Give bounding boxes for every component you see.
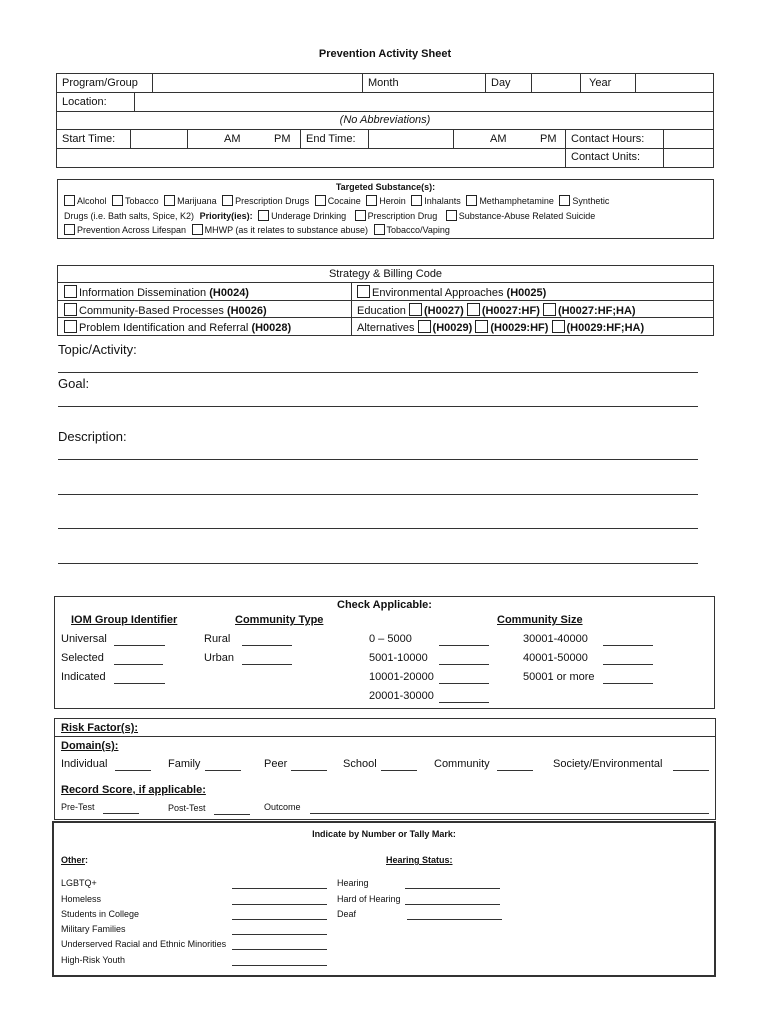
selected-blank[interactable] — [114, 664, 163, 665]
problem-id-checkbox[interactable] — [64, 320, 77, 333]
mhwp-label: MHWP (as it relates to substance abuse) — [204, 225, 368, 235]
cocaine-checkbox[interactable] — [315, 195, 326, 206]
vaping-label: Tobacco/Vaping — [386, 225, 450, 235]
size-20001-30000-blank[interactable] — [439, 702, 489, 703]
deaf-label: Deaf — [337, 909, 357, 919]
alternatives-h0029-hf-checkbox[interactable] — [475, 320, 488, 333]
outcome-label: Outcome — [264, 802, 301, 812]
environmental-checkbox[interactable] — [357, 285, 370, 298]
alternatives-h0029-hf-ha-checkbox[interactable] — [552, 320, 565, 333]
topic-line[interactable] — [58, 372, 698, 373]
deaf-blank[interactable] — [407, 919, 502, 920]
start-pm-label: PM — [274, 133, 291, 145]
size-30001-40000-label: 30001-40000 — [523, 633, 588, 645]
family-label: Family — [168, 758, 201, 770]
alternatives-h0029-hf-ha-code: (H0029:HF;HA) — [566, 322, 645, 334]
priorities-label: Priority(ies): — [199, 211, 253, 221]
school-label: School — [343, 758, 377, 770]
post-test-blank[interactable] — [214, 814, 250, 815]
individual-blank[interactable] — [115, 770, 151, 771]
problem-id-code: (H0028) — [251, 322, 292, 334]
end-pm-label: PM — [540, 133, 557, 145]
description-line-3[interactable] — [58, 528, 698, 529]
vaping-checkbox[interactable] — [374, 224, 385, 235]
education-h0027-checkbox[interactable] — [409, 303, 422, 316]
description-line-1[interactable] — [58, 459, 698, 460]
location-label: Location: — [62, 96, 107, 108]
society-blank[interactable] — [673, 770, 709, 771]
lifespan-checkbox[interactable] — [64, 224, 75, 235]
heroin-label: Heroin — [379, 196, 406, 206]
start-time-field[interactable] — [131, 130, 186, 147]
day-label: Day — [491, 77, 511, 89]
end-time-field[interactable] — [369, 130, 452, 147]
record-score-label: Record Score, if applicable: — [61, 784, 206, 796]
domains-label: Domain(s): — [61, 740, 119, 752]
marijuana-checkbox[interactable] — [164, 195, 175, 206]
no-abbreviations-note: (No Abbreviations) — [339, 114, 431, 126]
suicide-label: Substance-Abuse Related Suicide — [458, 211, 596, 221]
year-field[interactable] — [636, 74, 713, 91]
military-label: Military Families — [61, 924, 126, 934]
size-50001-more-blank[interactable] — [603, 683, 653, 684]
alternatives-h0029-code: (H0029) — [432, 322, 473, 334]
inhalants-checkbox[interactable] — [411, 195, 422, 206]
alcohol-checkbox[interactable] — [64, 195, 75, 206]
universal-label: Universal — [61, 633, 107, 645]
tobacco-checkbox[interactable] — [112, 195, 123, 206]
education-h0027-code: (H0027) — [424, 305, 464, 317]
education-h0027-hf-checkbox[interactable] — [467, 303, 480, 316]
indicated-blank[interactable] — [114, 683, 165, 684]
lgbtq-blank[interactable] — [232, 888, 327, 889]
prescription-drug-label: Prescription Drug — [367, 211, 438, 221]
size-10001-20000-blank[interactable] — [439, 683, 489, 684]
underage-drinking-label: Underage Drinking — [271, 211, 347, 221]
post-test-label: Post-Test — [168, 803, 206, 813]
lgbtq-label: LGBTQ+ — [61, 878, 97, 888]
program-group-field[interactable] — [153, 74, 361, 91]
community-based-checkbox[interactable] — [64, 303, 77, 316]
urban-label: Urban — [204, 652, 234, 664]
tobacco-label: Tobacco — [125, 196, 159, 206]
lifespan-label: Prevention Across Lifespan — [77, 225, 187, 235]
prescription-drugs-label: Prescription Drugs — [235, 196, 310, 206]
hearing-label: Hearing — [337, 878, 369, 888]
hearing-blank[interactable] — [405, 888, 500, 889]
goal-line[interactable] — [58, 406, 698, 407]
alternatives-h0029-hf-code: (H0029:HF) — [490, 322, 549, 334]
size-40001-50000-label: 40001-50000 — [523, 652, 588, 664]
topic-label: Topic/Activity: — [58, 342, 137, 357]
education-h0027-hf-ha-code: (H0027:HF;HA) — [557, 305, 636, 317]
hearing-status-label: Hearing Status: — [386, 855, 453, 865]
peer-label: Peer — [264, 758, 288, 770]
size-0-5000-label: 0 – 5000 — [369, 633, 412, 645]
environmental-label: Environmental Approaches — [372, 287, 507, 299]
community-size-header: Community Size — [497, 614, 583, 626]
alternatives-label: Alternatives — [357, 322, 415, 334]
description-line-2[interactable] — [58, 494, 698, 495]
contact-hours-field[interactable] — [664, 130, 713, 147]
rural-label: Rural — [204, 633, 231, 645]
education-h0027-hf-code: (H0027:HF) — [481, 305, 540, 317]
info-dissemination-checkbox[interactable] — [64, 285, 77, 298]
month-label: Month — [368, 77, 399, 89]
synthetic-checkbox[interactable] — [559, 195, 570, 206]
community-label: Community — [434, 758, 490, 770]
mhwp-checkbox[interactable] — [192, 224, 203, 235]
size-50001-more-label: 50001 or more — [523, 671, 595, 683]
start-am-label: AM — [224, 133, 241, 145]
goal-label: Goal: — [58, 376, 90, 391]
family-blank[interactable] — [205, 770, 241, 771]
military-blank[interactable] — [232, 934, 327, 935]
homeless-blank[interactable] — [232, 904, 327, 905]
community-based-label: Community-Based Processes — [79, 305, 227, 317]
heroin-checkbox[interactable] — [366, 195, 377, 206]
size-10001-20000-label: 10001-20000 — [369, 671, 434, 683]
individual-label: Individual — [61, 758, 108, 770]
urban-blank[interactable] — [242, 664, 292, 665]
month-field[interactable] — [408, 74, 484, 91]
community-blank[interactable] — [497, 770, 533, 771]
iom-group-header: IOM Group Identifier — [71, 614, 178, 626]
synthetic-label: Synthetic — [572, 196, 610, 206]
description-label: Description: — [58, 429, 127, 444]
size-20001-30000-label: 20001-30000 — [369, 690, 434, 702]
rural-blank[interactable] — [242, 645, 292, 646]
start-time-label: Start Time: — [62, 133, 116, 145]
description-line-4[interactable] — [58, 563, 698, 564]
indicated-label: Indicated — [61, 671, 106, 683]
pre-test-blank[interactable] — [103, 813, 139, 814]
drugs-ie-label: Drugs (i.e. Bath salts, Spice, K2) — [64, 211, 195, 221]
high-risk-blank[interactable] — [232, 965, 327, 966]
high-risk-label: High-Risk Youth — [61, 955, 126, 965]
end-am-label: AM — [490, 133, 507, 145]
suicide-checkbox[interactable] — [446, 210, 457, 221]
end-time-label: End Time: — [306, 133, 356, 145]
year-label: Year — [589, 77, 612, 89]
environmental-code: (H0025) — [506, 287, 547, 299]
alcohol-label: Alcohol — [77, 196, 107, 206]
prescription-drugs-checkbox[interactable] — [222, 195, 233, 206]
cocaine-label: Cocaine — [327, 196, 361, 206]
other-label: Other — [61, 855, 86, 865]
school-blank[interactable] — [381, 770, 417, 771]
alternatives-h0029-checkbox[interactable] — [418, 320, 431, 333]
strategy-title: Strategy & Billing Code — [328, 268, 443, 280]
check-applicable-title: Check Applicable: — [337, 599, 432, 611]
info-dissemination-label: Information Dissemination — [79, 287, 210, 299]
education-h0027-hf-ha-checkbox[interactable] — [543, 303, 556, 316]
society-label: Society/Environmental — [553, 758, 663, 770]
page-title: Prevention Activity Sheet — [318, 48, 452, 60]
contact-hours-label: Contact Hours: — [571, 133, 645, 145]
meth-label: Methamphetamine — [479, 196, 554, 206]
targeted-substances-title: Targeted Substance(s): — [335, 182, 436, 192]
size-5001-10000-blank[interactable] — [439, 664, 489, 665]
tally-title: Indicate by Number or Tally Mark: — [312, 829, 456, 839]
community-based-code: (H0026) — [226, 305, 267, 317]
contact-units-field[interactable] — [664, 149, 713, 166]
size-40001-50000-blank[interactable] — [603, 664, 653, 665]
peer-blank[interactable] — [291, 770, 327, 771]
college-blank[interactable] — [232, 919, 327, 920]
selected-label: Selected — [61, 652, 104, 664]
info-dissemination-code: (H0024) — [209, 287, 249, 299]
underserved-blank[interactable] — [232, 949, 327, 950]
size-30001-40000-blank[interactable] — [603, 645, 653, 646]
hard-of-hearing-blank[interactable] — [405, 904, 500, 905]
problem-id-label: Problem Identification and Referral — [79, 322, 252, 334]
universal-blank[interactable] — [114, 645, 165, 646]
community-type-header: Community Type — [235, 614, 324, 626]
day-field[interactable] — [532, 74, 579, 91]
outcome-blank[interactable] — [310, 813, 709, 814]
program-group-label: Program/Group — [62, 77, 138, 89]
size-5001-10000-label: 5001-10000 — [369, 652, 428, 664]
college-label: Students in College — [61, 909, 140, 919]
inhalants-label: Inhalants — [424, 196, 461, 206]
hard-of-hearing-label: Hard of Hearing — [337, 894, 401, 904]
meth-checkbox[interactable] — [466, 195, 477, 206]
other-colon: : — [85, 855, 89, 865]
marijuana-label: Marijuana — [177, 196, 217, 206]
underage-drinking-checkbox[interactable] — [258, 210, 269, 221]
pre-test-label: Pre-Test — [61, 802, 95, 812]
homeless-label: Homeless — [61, 894, 102, 904]
underserved-label: Underserved Racial and Ethnic Minorities — [61, 939, 227, 949]
size-0-5000-blank[interactable] — [439, 645, 489, 646]
contact-units-label: Contact Units: — [571, 151, 641, 163]
education-label: Education — [357, 305, 406, 317]
location-field[interactable] — [135, 93, 713, 110]
prescription-drug-checkbox[interactable] — [355, 210, 366, 221]
risk-factors-label: Risk Factor(s): — [61, 722, 139, 734]
